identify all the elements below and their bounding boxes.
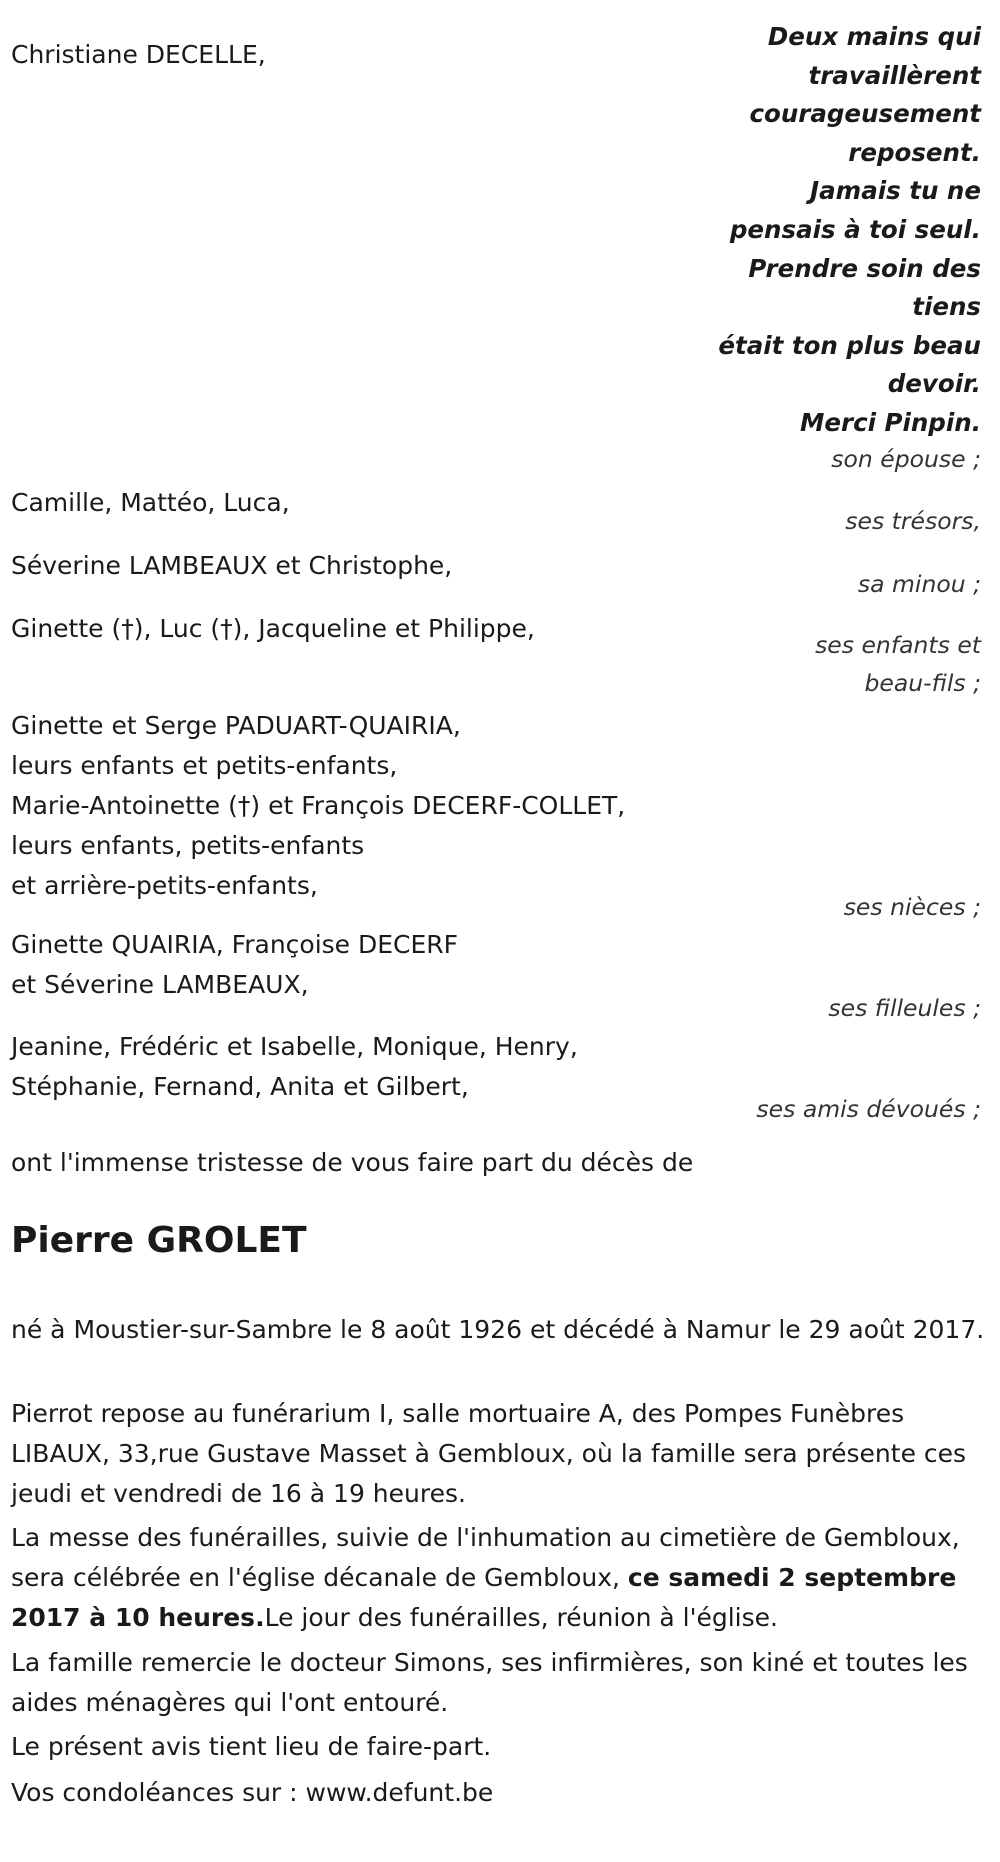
children-role (781, 626, 981, 702)
nieces-line: Ginette et Serge PADUART-QUAIRIA, (11, 711, 461, 740)
friends-line: Stéphanie, Fernand, Anita et Gilbert, (11, 1072, 469, 1101)
goddaughters-role: ses filleules ; (828, 994, 981, 1022)
nieces-line: Marie-Antoinette (†) et François DECERF-COLLET, (11, 791, 626, 820)
treasures-names: Camille, Mattéo, Luca, (11, 488, 290, 517)
quote-line: Deux mains qui (767, 22, 981, 51)
quote-line: Jamais tu ne (810, 176, 981, 206)
friends-block (11, 1027, 578, 1107)
quote-line: travaillèrent (808, 60, 981, 90)
nieces-line: leurs enfants et petits-enfants, (11, 751, 398, 780)
deceased-name: Pierre GROLET (11, 1220, 307, 1261)
condolences-paragraph: Vos condoléances sur : www.defunt.be (11, 1778, 494, 1807)
nieces-role: ses nièces ; (843, 893, 981, 921)
thanks-paragraph: La famille remercie le docteur Simons, ses infirmières, son kiné et toutes les aides ménagères qui l'ont entouré. (11, 1648, 968, 1717)
treasures-role: ses trésors, (845, 507, 981, 535)
birth-paragraph: né à Moustier-sur-Sambre le 8 août 1926 et décédé à Namur le 29 août 2017. (11, 1315, 985, 1344)
goddaughters-block (11, 925, 458, 1005)
minou-names: Séverine LAMBEAUX et Christophe, (11, 551, 453, 580)
quote-line: Merci Pinpin. (799, 407, 981, 437)
quote-line: tiens (912, 292, 981, 322)
quote-line: Prendre soin des (748, 253, 981, 283)
children-role-line: beau-fils ; (864, 669, 981, 697)
quote-line: reposent. (848, 137, 981, 167)
quote-line: devoir. (887, 369, 981, 399)
announcement-text: ont l'immense tristesse de vous faire part du décès de (11, 1148, 694, 1177)
children-role-line: ses enfants et (815, 631, 981, 659)
nieces-block (11, 706, 625, 906)
goddaughters-line: et Séverine LAMBEAUX, (11, 970, 309, 999)
spouse-name: Christiane DECELLE, (11, 40, 266, 69)
memorial-quote (701, 18, 981, 443)
friends-role: ses amis dévoués ; (756, 1095, 981, 1123)
spouse-role: son épouse ; (831, 445, 981, 473)
notice-paragraph: Le présent avis tient lieu de faire-part. (11, 1732, 492, 1761)
quote-line: courageusement (749, 99, 981, 129)
funerarium-paragraph: Pierrot repose au funérarium I, salle mortuaire A, des Pompes Funèbres LIBAUX, 33,rue Gustave Masset à Gembloux, où la famille sera présente ces jeudi et vendredi de 16 à 19 heures. (11, 1399, 967, 1508)
nieces-line: leurs enfants, petits-enfants (11, 831, 365, 860)
mass-date: ce samedi 2 septembre 2017 à 10 heures. (11, 1563, 957, 1632)
children-names: Ginette (†), Luc (†), Jacqueline et Philippe, (11, 614, 535, 643)
mass-paragraph (11, 1518, 986, 1638)
goddaughters-line: Ginette QUAIRIA, Françoise DECERF (11, 930, 459, 959)
nieces-line: et arrière-petits-enfants, (11, 871, 318, 900)
mass-reunion: Le jour des funérailles, réunion à l'église. (264, 1603, 778, 1632)
mass-text: La messe des funérailles, suivie de l'inhumation au cimetière de Gembloux, sera célébrée en l'église décanale de Gembloux, (11, 1523, 960, 1592)
minou-role: sa minou ; (857, 570, 981, 598)
quote-line: pensais à toi seul. (729, 214, 981, 244)
quote-line: était ton plus beau (718, 330, 981, 360)
friends-line: Jeanine, Frédéric et Isabelle, Monique, Henry, (11, 1032, 578, 1061)
